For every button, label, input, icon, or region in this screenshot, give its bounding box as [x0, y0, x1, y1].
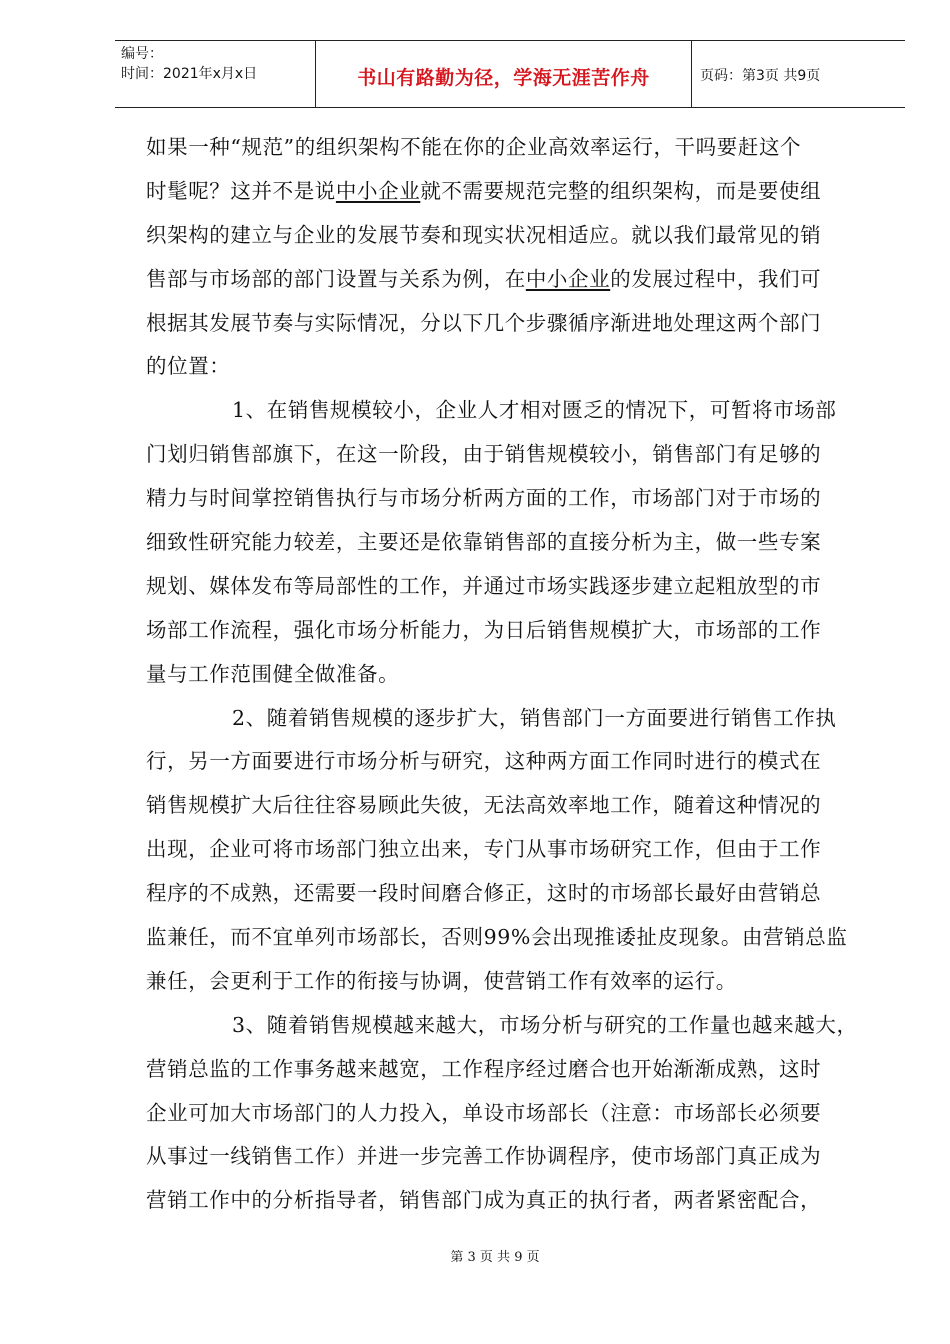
header-page-cell	[690, 41, 905, 107]
header-motto-cell	[315, 41, 692, 107]
body-text-line: 营销总监的工作事务越来越宽，工作程序经过磨合也开始渐渐成熟，这时	[146, 1056, 822, 1081]
body-text-line: 销售规模扩大后往往容易顾此失彼，无法高效率地工作，随着这种情况的	[146, 793, 822, 818]
body-text-line: 出现，企业可将市场部门独立出来，专门从事市场研究工作，但由于工作	[146, 837, 822, 862]
body-text-line: 程序的不成熟，还需要一段时间磨合修正，这时的市场部长最好由营销总	[146, 881, 822, 906]
body-text-line: 的位置：	[146, 354, 231, 379]
body-text-line	[146, 170, 886, 214]
body-text-line: 场部工作流程，强化市场分析能力，为日后销售规模扩大，市场部的工作	[146, 617, 822, 642]
body-text-line: 细致性研究能力较差，主要还是依靠销售部的直接分析为主，做一些专案	[146, 530, 822, 555]
document-time-label: 时间：2021年x月x日	[121, 66, 258, 82]
body-text-segment: 售部与市场部的部门设置与关系为例，在	[146, 266, 526, 291]
page-footer: 第 3 页 共 9 页	[450, 1250, 540, 1265]
body-text-line: 3、随着销售规模越来越大，市场分析与研究的工作量也越来越大，	[232, 1012, 858, 1037]
body-text-line: 2、随着销售规模的逐步扩大，销售部门一方面要进行销售工作执	[232, 705, 837, 730]
body-text-line: 根据其发展节奏与实际情况，分以下几个步骤循序渐进地处理这两个部门	[146, 310, 822, 335]
body-text-segment: 时髦呢？这并不是说	[146, 178, 336, 203]
body-text-line: 企业可加大市场部门的人力投入，单设市场部长（注意：市场部长必须要	[146, 1100, 822, 1125]
underlined-link-text[interactable]: 中小企业	[525, 266, 611, 291]
body-text-line	[146, 258, 886, 302]
page-header	[115, 40, 905, 108]
body-text-line: 从事过一线销售工作）并进一步完善工作协调程序，使市场部门真正成为	[146, 1144, 822, 1169]
body-text-line: 量与工作范围健全做准备。	[146, 661, 400, 686]
header-motto: 书山有路勤为径，学海无涯苦作舟	[357, 67, 650, 89]
body-text-line: 织架构的建立与企业的发展节奏和现实状况相适应。就以我们最常见的销	[146, 222, 822, 247]
body-text-line: 如果一种“规范”的组织架构不能在你的企业高效率运行，干吗要赶这个	[146, 135, 802, 159]
body-text-segment: 的发展过程中，我们可	[610, 266, 822, 291]
underlined-link-text[interactable]: 中小企业	[335, 178, 421, 203]
body-text-line: 精力与时间掌控销售执行与市场分析两方面的工作，市场部门对于市场的	[146, 486, 822, 511]
header-page-info: 页码：第3页 共9页	[700, 68, 821, 84]
body-text-line: 1、在销售规模较小，企业人才相对匮乏的情况下，可暂将市场部	[232, 398, 837, 423]
header-meta-cell	[115, 41, 315, 107]
body-text-segment: 就不需要规范完整的组织架构，而是要使组	[420, 178, 822, 203]
document-number-label: 编号：	[121, 46, 163, 62]
body-text-line: 兼任，会更利于工作的衔接与协调，使营销工作有效率的运行。	[146, 968, 737, 993]
body-text-line: 营销工作中的分析指导者，销售部门成为真正的执行者，两者紧密配合，	[146, 1188, 822, 1213]
body-text-line: 规划、媒体发布等局部性的工作，并通过市场实践逐步建立起粗放型的市	[146, 573, 822, 598]
body-text-line: 门划归销售部旗下，在这一阶段，由于销售规模较小，销售部门有足够的	[146, 442, 822, 467]
body-text-line: 监兼任，而不宜单列市场部长，否则99%会出现推诿扯皮现象。由营销总监	[146, 925, 848, 950]
document-body	[146, 126, 886, 1223]
body-text-line: 行，另一方面要进行市场分析与研究，这种两方面工作同时进行的模式在	[146, 749, 822, 774]
